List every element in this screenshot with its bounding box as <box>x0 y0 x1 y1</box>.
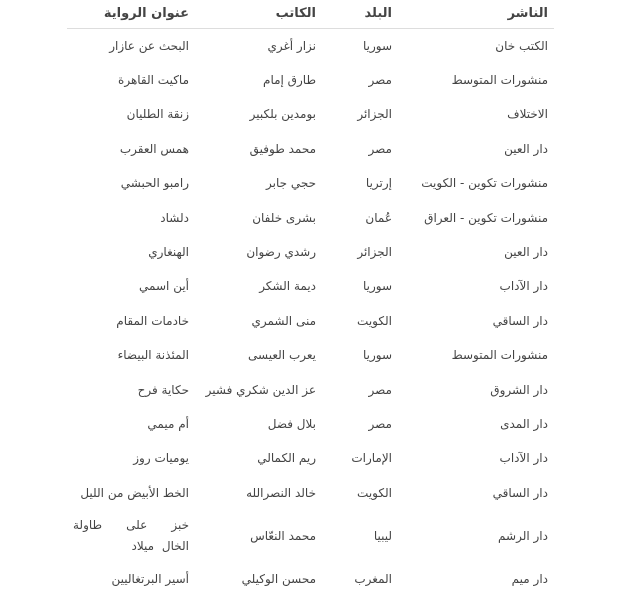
cell-title: يوميات روز <box>133 451 189 466</box>
table-row <box>67 167 554 201</box>
cell-country: الجزائر <box>357 245 392 260</box>
cell-author: محسن الوكيلي <box>241 572 316 587</box>
cell-publisher: دار العين <box>504 141 548 156</box>
table-row <box>67 510 554 562</box>
table-row <box>67 304 554 338</box>
cell-author: نزار أغري <box>267 38 316 53</box>
cell-country: مصر <box>368 382 392 397</box>
table-row <box>67 132 554 166</box>
table-body <box>67 29 554 597</box>
table-row <box>67 235 554 269</box>
cell-title: الخط الأبيض من الليل <box>80 485 189 500</box>
cell-country: سوريا <box>362 348 392 363</box>
cell-author: منى الشمري <box>251 313 316 328</box>
cell-title: خبز على طاولة الخال ميلاد <box>73 518 189 554</box>
cell-author: ديمة الشكر <box>259 279 316 294</box>
cell-title: خادمات المقام <box>116 313 189 328</box>
cell-country: سوريا <box>362 38 392 53</box>
cell-title: المئذنة البيضاء <box>117 348 189 363</box>
cell-publisher: منشورات المتوسط <box>451 73 548 88</box>
cell-publisher: الاختلاف <box>507 107 548 122</box>
table-row <box>67 29 554 64</box>
cell-author: محمد النعّاس <box>250 528 316 543</box>
cell-title: رامبو الحبشي <box>120 176 189 191</box>
table-row <box>67 98 554 132</box>
header-publisher: الناشر <box>398 0 554 29</box>
cell-title: زنقة الطليان <box>126 107 189 122</box>
table-row <box>67 442 554 476</box>
cell-author: طارق إمام <box>263 73 316 88</box>
table-row <box>67 373 554 407</box>
cell-country: سوريا <box>362 279 392 294</box>
header-author: الكاتب <box>195 0 322 29</box>
cell-title: أسير البرتغاليين <box>111 572 189 587</box>
table-row <box>67 407 554 441</box>
cell-author: محمد طوفيق <box>249 141 316 156</box>
cell-title: البحث عن عازار <box>109 38 189 53</box>
cell-author: بشرى خلفان <box>252 210 316 225</box>
cell-title: همس العقرب <box>119 141 189 156</box>
cell-country: مصر <box>368 141 392 156</box>
cell-author: بومدين بلكبير <box>249 107 316 122</box>
cell-author: حجي جابر <box>265 176 316 191</box>
cell-publisher: الكتب خان <box>495 38 548 53</box>
cell-country: عُمان <box>365 210 392 225</box>
cell-title: دلشاد <box>160 210 189 225</box>
cell-author: خالد النصرالله <box>246 485 316 500</box>
table-row <box>67 476 554 510</box>
cell-title: الهنغاري <box>148 245 189 260</box>
table-row <box>67 201 554 235</box>
cell-publisher: منشورات تكوين - الكويت <box>421 176 548 191</box>
cell-title: حكاية فرح <box>137 382 189 397</box>
table-row <box>67 270 554 304</box>
cell-publisher: دار الشروق <box>490 382 548 397</box>
cell-publisher: منشورات تكوين - العراق <box>424 210 548 225</box>
cell-title: أين اسمي <box>139 279 189 294</box>
cell-publisher: دار المدى <box>500 416 548 431</box>
header-country: البلد <box>322 0 398 29</box>
cell-author: رشدي رضوان <box>246 245 316 260</box>
table-row <box>67 339 554 373</box>
cell-country: الكويت <box>357 485 392 500</box>
cell-publisher: منشورات المتوسط <box>451 348 548 363</box>
cell-publisher: دار الساقي <box>492 313 548 328</box>
cell-publisher: دار الآداب <box>499 451 548 466</box>
novels-table <box>67 0 554 597</box>
cell-country: مصر <box>368 73 392 88</box>
cell-country: الإمارات <box>351 451 392 466</box>
cell-author: يعرب العيسى <box>248 348 316 363</box>
cell-publisher: دار الآداب <box>499 279 548 294</box>
cell-publisher: دار الساقي <box>492 485 548 500</box>
cell-country: الجزائر <box>357 107 392 122</box>
cell-country: ليبيا <box>373 528 392 543</box>
novels-table-container <box>67 0 554 597</box>
cell-author: عز الدين شكري فشير <box>205 382 316 397</box>
cell-publisher: دار ميم <box>511 572 548 587</box>
table-row <box>67 63 554 97</box>
header-title: عنوان الرواية <box>67 0 195 29</box>
cell-country: مصر <box>368 416 392 431</box>
cell-author: بلال فضل <box>267 416 316 431</box>
cell-publisher: دار العين <box>504 245 548 260</box>
cell-title: ماكيت القاهرة <box>118 73 189 88</box>
cell-country: المغرب <box>354 572 392 587</box>
cell-title: أم ميمي <box>147 416 189 431</box>
cell-publisher: دار الرشم <box>498 528 548 543</box>
cell-author: ريم الكمالي <box>257 451 316 466</box>
cell-country: إرتريا <box>365 176 392 191</box>
table-header <box>67 0 554 29</box>
cell-country: الكويت <box>357 313 392 328</box>
table-row <box>67 562 554 596</box>
header-row <box>67 0 554 29</box>
